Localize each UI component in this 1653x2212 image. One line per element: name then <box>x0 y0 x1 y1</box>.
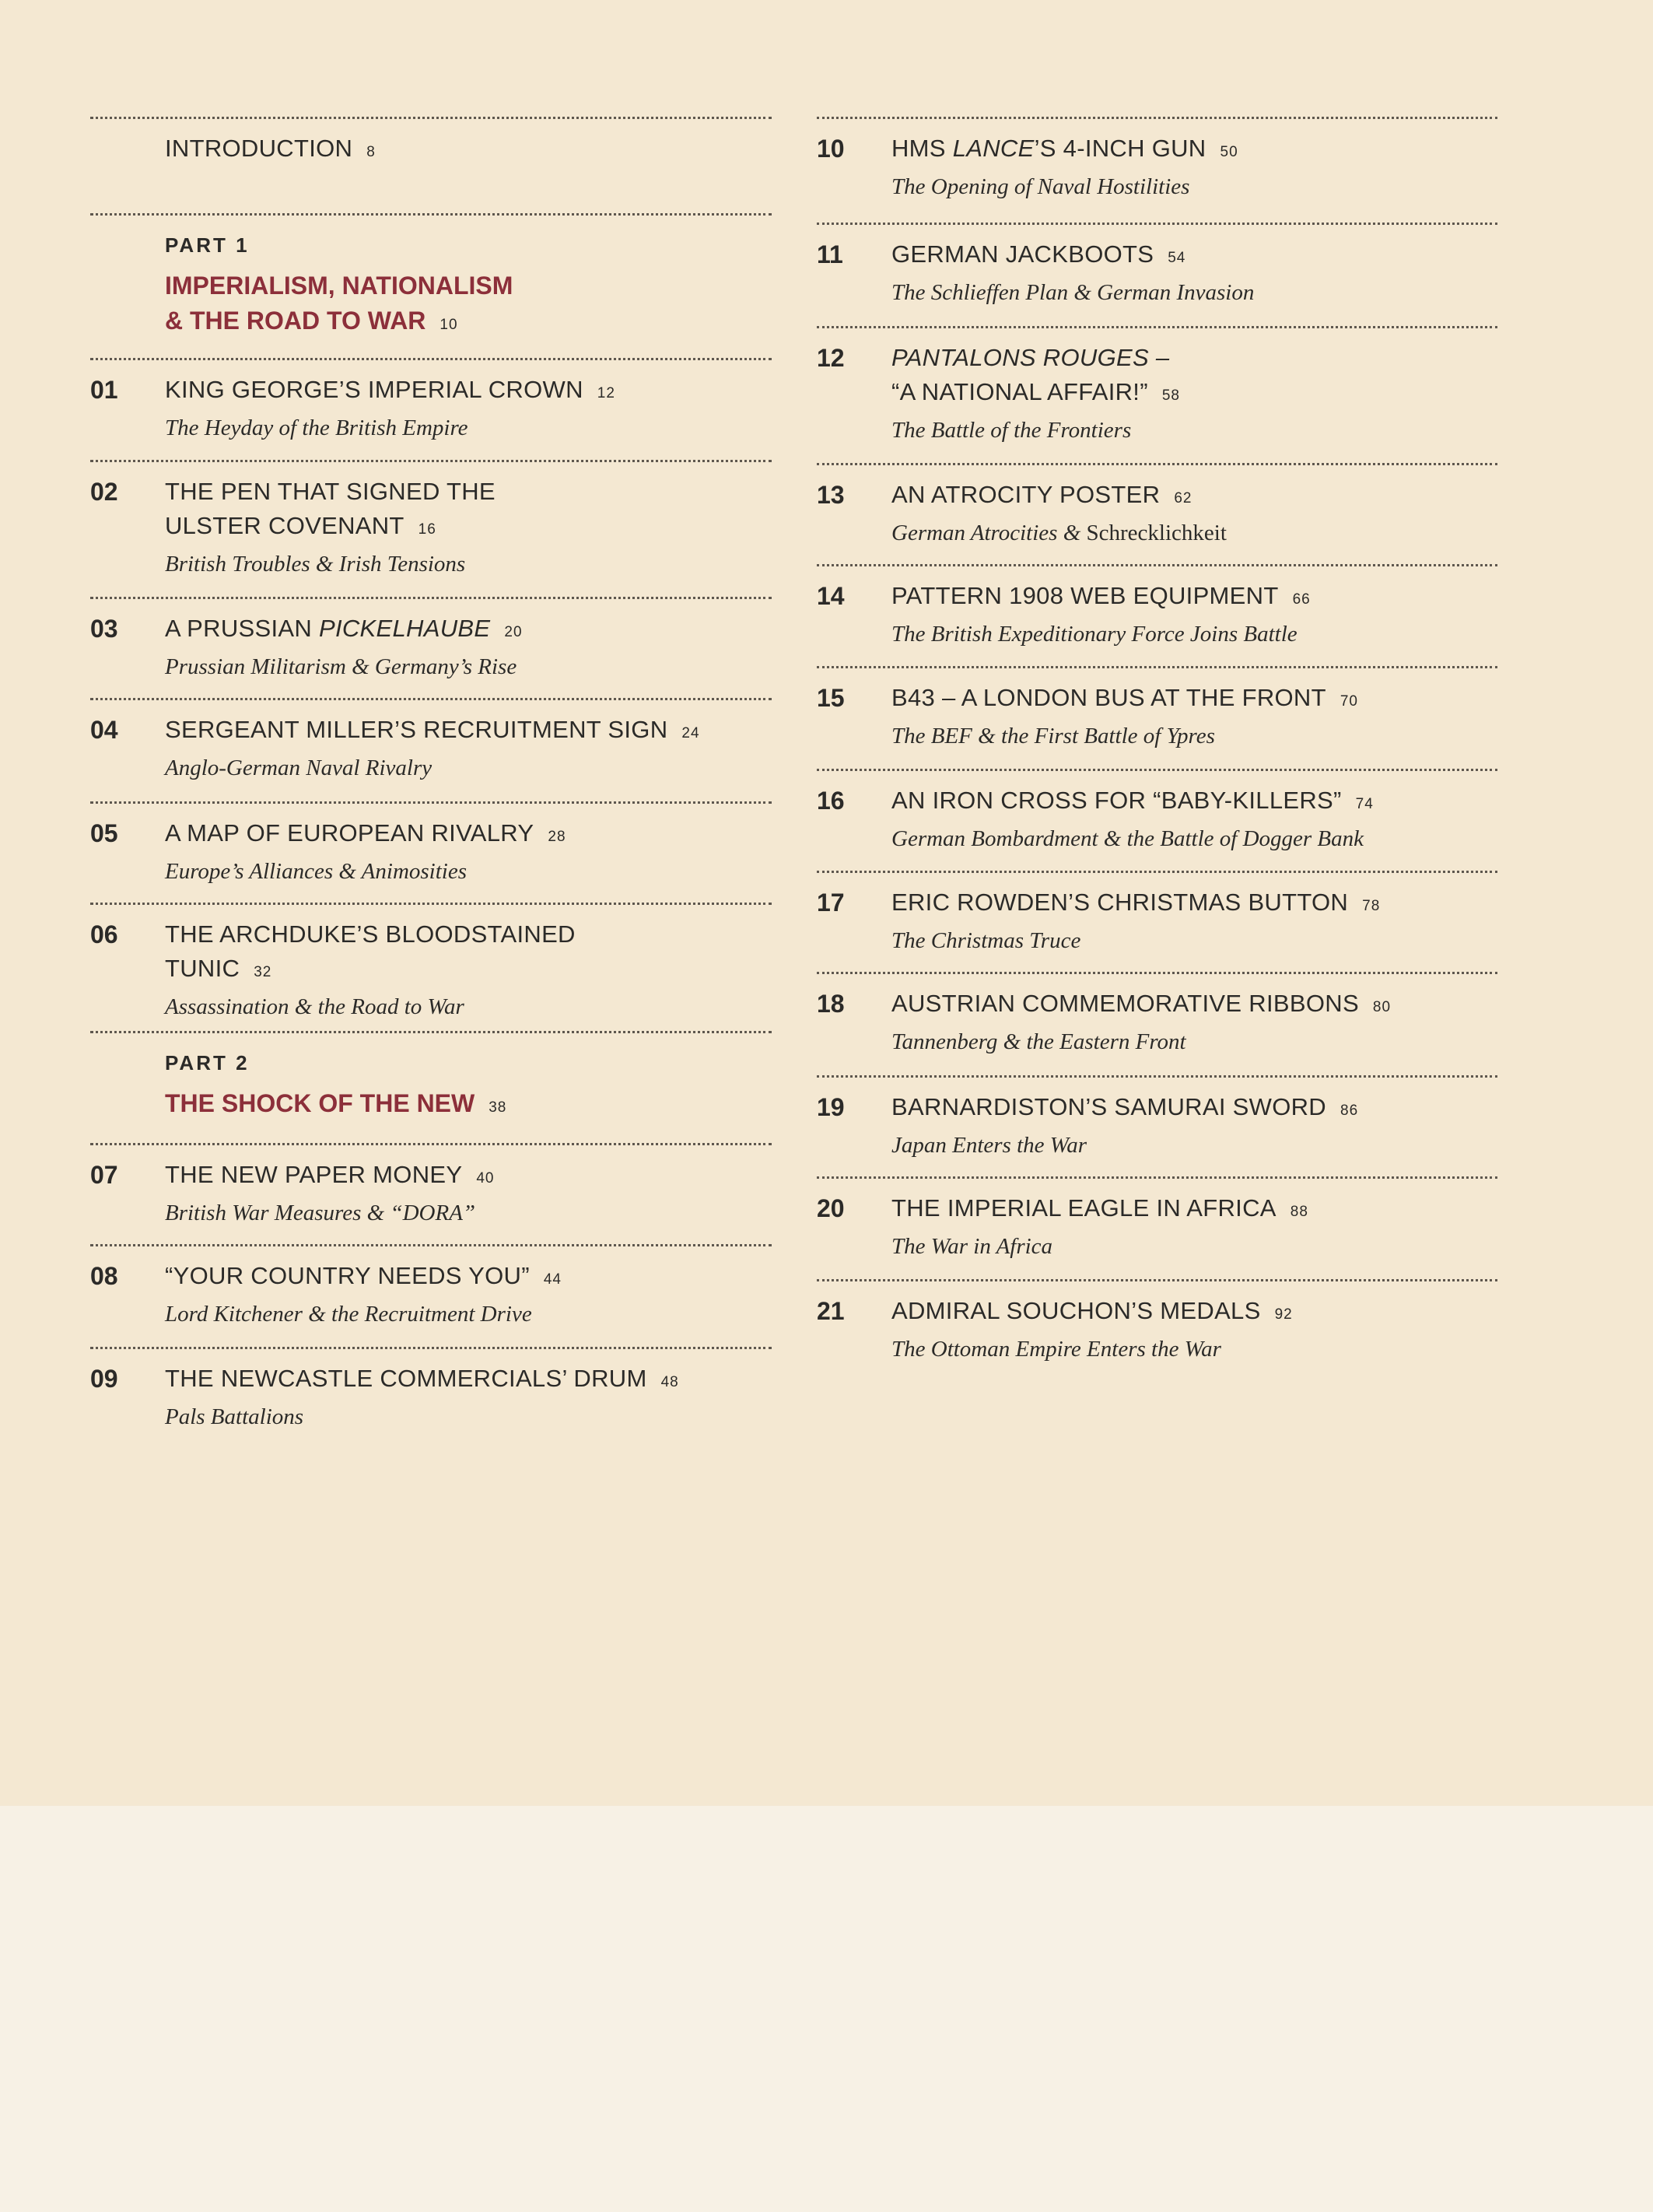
title-text: THE IMPERIAL EAGLE IN AFRICA <box>891 1194 1277 1222</box>
entry-subtitle <box>891 516 1497 550</box>
subtitle-text: The War in Africa <box>891 1234 1053 1259</box>
page-number: 86 <box>1340 1102 1359 1119</box>
entry-subtitle <box>891 413 1497 447</box>
contents-entry[interactable] <box>90 801 772 889</box>
contents-entry[interactable] <box>817 1176 1497 1264</box>
subtitle-text: Prussian Militarism & Germany’s Rise <box>165 654 517 679</box>
entry-title-line <box>165 1259 772 1297</box>
entry-subtitle <box>165 854 772 889</box>
contents-entry[interactable] <box>90 1347 772 1434</box>
title-text: B43 – A LONDON BUS AT THE FRONT <box>891 684 1326 711</box>
subtitle-text: The Christmas Truce <box>891 928 1081 953</box>
title-text: PANTALONS ROUGES – <box>891 344 1170 371</box>
entry-body <box>891 237 1497 310</box>
chapter-number: 05 <box>90 819 118 847</box>
page-number: 16 <box>418 521 436 538</box>
page-number: 70 <box>1340 693 1358 710</box>
contents-entry[interactable] <box>90 903 772 1024</box>
page-number: 10 <box>440 317 458 333</box>
entry-title-line <box>165 952 772 990</box>
entry-row <box>90 816 772 889</box>
entry-subtitle <box>891 1229 1497 1264</box>
subtitle-text: British Troubles & Irish Tensions <box>165 552 466 577</box>
entry-subtitle <box>891 1025 1497 1059</box>
chapter-number: 14 <box>817 582 845 610</box>
entry-title-line <box>891 579 1497 617</box>
entry-title-line <box>165 131 772 170</box>
subtitle-text: The Battle of the Frontiers <box>891 418 1132 443</box>
entry-row <box>90 131 772 170</box>
entry-title-line <box>165 612 772 650</box>
chapter-number: 01 <box>90 376 118 404</box>
title-text: ADMIRAL SOUCHON’S MEDALS <box>891 1297 1261 1324</box>
entry-body <box>891 341 1497 447</box>
page-number: 74 <box>1355 796 1374 812</box>
entry-title-line <box>165 1158 772 1196</box>
entry-body <box>165 1259 772 1331</box>
contents-entry[interactable] <box>817 326 1497 447</box>
entry-body <box>165 917 772 1024</box>
entry-body <box>891 579 1497 651</box>
chapter-number: 06 <box>90 920 118 948</box>
page-number: 80 <box>1372 999 1392 1015</box>
title-text: HMS <box>891 135 953 162</box>
chapter-number: 12 <box>817 344 845 372</box>
page-number: 12 <box>597 385 615 401</box>
chapter-number: 16 <box>817 787 845 815</box>
subtitle-text: The Ottoman Empire Enters the War <box>891 1337 1221 1362</box>
entry-row <box>817 1294 1497 1366</box>
title-text: THE SHOCK OF THE NEW <box>165 1089 475 1117</box>
entry-row <box>817 783 1497 856</box>
chapter-number: 13 <box>817 481 845 509</box>
chapter-number: 07 <box>90 1161 118 1189</box>
page-number: 38 <box>489 1099 507 1116</box>
contents-entry[interactable] <box>817 972 1497 1059</box>
entry-body <box>891 885 1497 958</box>
chapter-number: 04 <box>90 716 118 744</box>
entry-subtitle <box>165 751 772 785</box>
chapter-number: 08 <box>90 1262 118 1290</box>
title-text: PATTERN 1908 WEB EQUIPMENT <box>891 582 1279 609</box>
subtitle-text: Europe’s Alliances & Animosities <box>165 859 468 884</box>
entry-body <box>165 373 772 445</box>
entry-row <box>90 713 772 785</box>
entry-subtitle <box>891 1332 1497 1366</box>
entry-body <box>165 816 772 889</box>
contents-entry[interactable] <box>90 117 772 170</box>
title-text: A PRUSSIAN <box>165 615 319 642</box>
entry-title-line <box>891 478 1497 516</box>
entry-title-line <box>891 885 1497 924</box>
entry-body <box>165 1046 772 1125</box>
subtitle-text: Japan Enters the War <box>891 1133 1087 1158</box>
contents-entry[interactable] <box>817 463 1497 550</box>
entry-title-line <box>891 375 1497 413</box>
title-text: SERGEANT MILLER’S RECRUITMENT SIGN <box>165 716 668 743</box>
chapter-number: 11 <box>817 240 843 268</box>
title-text: LANCE <box>952 135 1035 162</box>
entry-row <box>90 917 772 1024</box>
title-text: AN IRON CROSS FOR “BABY-KILLERS” <box>891 787 1342 814</box>
entry-title-line <box>891 1191 1497 1229</box>
entry-body <box>891 1294 1497 1366</box>
entry-subtitle <box>165 547 772 581</box>
entry-body <box>165 612 772 684</box>
entry-title-line <box>165 816 772 854</box>
entry-title-line <box>165 713 772 751</box>
contents-entry[interactable] <box>90 1244 772 1331</box>
part-heading[interactable] <box>90 1031 772 1125</box>
entry-row <box>817 478 1497 550</box>
entry-title-line <box>165 917 772 952</box>
part-label: PART 1 <box>165 233 250 257</box>
page-number: 40 <box>476 1170 495 1187</box>
entry-row <box>817 1191 1497 1264</box>
subtitle-text: German Bombardment & the Battle of Dogger Bank <box>891 826 1364 851</box>
entry-subtitle <box>165 411 772 445</box>
page-number: 32 <box>254 964 272 980</box>
title-text: KING GEORGE’S IMPERIAL CROWN <box>165 376 583 403</box>
entry-row <box>90 612 772 684</box>
part-heading[interactable] <box>90 213 772 342</box>
entry-title-line <box>891 237 1497 275</box>
contents-entry[interactable] <box>817 1279 1497 1366</box>
subtitle-text: British War Measures & “DORA” <box>165 1201 476 1225</box>
page-number: 44 <box>543 1271 562 1288</box>
title-text: THE NEWCASTLE COMMERCIALS’ DRUM <box>165 1365 647 1392</box>
entry-body <box>891 783 1497 856</box>
entry-subtitle <box>891 275 1497 310</box>
title-text: THE PEN THAT SIGNED THE <box>165 478 496 505</box>
subtitle-text: Lord Kitchener & the Recruitment Drive <box>165 1302 532 1327</box>
contents-entry[interactable] <box>817 564 1497 651</box>
entry-title-line <box>165 268 772 303</box>
subtitle-text: Assassination & the Road to War <box>165 994 464 1019</box>
chapter-number: 09 <box>90 1365 118 1393</box>
page-number: 78 <box>1362 898 1381 914</box>
chapter-number: 15 <box>817 684 845 712</box>
page-number: 62 <box>1174 490 1192 507</box>
entry-body <box>165 475 772 581</box>
subtitle-text: The British Expeditionary Force Joins Battle <box>891 622 1298 647</box>
chapter-number: 02 <box>90 478 118 506</box>
entry-row <box>817 341 1497 447</box>
entry-title-line <box>165 1086 772 1125</box>
contents-entry[interactable] <box>90 1143 772 1230</box>
chapter-number: 17 <box>817 889 845 917</box>
title-text: ’S 4-INCH GUN <box>1034 135 1206 162</box>
subtitle-text: The Opening of Naval Hostilities <box>891 174 1190 199</box>
entry-title-line <box>165 373 772 411</box>
page-number: 8 <box>366 144 376 160</box>
page-number: 58 <box>1161 387 1180 404</box>
subtitle-text: The BEF & the First Battle of Ypres <box>891 724 1215 748</box>
entry-subtitle <box>165 1196 772 1230</box>
chapter-number: 20 <box>817 1194 845 1222</box>
entry-body <box>891 478 1497 550</box>
page-number: 20 <box>504 624 523 640</box>
entry-body <box>165 1362 772 1434</box>
subtitle-text: Schrecklichkeit <box>1086 521 1227 545</box>
entry-title-line <box>891 783 1497 822</box>
entry-row <box>90 1046 772 1125</box>
entry-row <box>817 987 1497 1059</box>
contents-entry[interactable] <box>90 597 772 684</box>
entry-subtitle <box>891 617 1497 651</box>
entry-subtitle <box>165 1297 772 1331</box>
entry-subtitle <box>891 822 1497 856</box>
contents-entry[interactable] <box>90 358 772 445</box>
contents-entry[interactable] <box>90 460 772 581</box>
contents-entry[interactable] <box>817 117 1497 204</box>
title-text: THE NEW PAPER MONEY <box>165 1161 463 1188</box>
entry-row <box>817 1090 1497 1162</box>
part-label: PART 2 <box>165 1051 250 1074</box>
chapter-number <box>90 1046 165 1125</box>
entry-subtitle <box>891 170 1497 204</box>
entry-title-line <box>891 131 1497 170</box>
entry-body <box>891 131 1497 204</box>
title-text: “YOUR COUNTRY NEEDS YOU” <box>165 1262 530 1289</box>
chapter-number: 10 <box>817 135 845 163</box>
subtitle-text: Tannenberg & the Eastern Front <box>891 1029 1186 1054</box>
chapter-number: 03 <box>90 615 118 643</box>
subtitle-text: German Atrocities & <box>891 521 1087 545</box>
page-number: 66 <box>1292 591 1311 608</box>
entry-row <box>90 1259 772 1331</box>
entry-body <box>165 228 772 342</box>
title-text: ULSTER COVENANT <box>165 512 404 539</box>
contents-entry[interactable] <box>817 1075 1497 1162</box>
entry-subtitle <box>891 719 1497 753</box>
subtitle-text: The Heyday of the British Empire <box>165 415 468 440</box>
entry-title-line <box>165 303 772 342</box>
entry-row <box>90 228 772 342</box>
entry-body <box>891 1090 1497 1162</box>
title-text: AN ATROCITY POSTER <box>891 481 1161 508</box>
entry-subtitle <box>165 650 772 684</box>
chapter-number: 21 <box>817 1297 845 1325</box>
chapter-number <box>90 131 165 170</box>
contents-entry[interactable] <box>817 666 1497 753</box>
entry-title-line <box>891 681 1497 719</box>
entry-row <box>817 237 1497 310</box>
page-number: 28 <box>548 829 566 845</box>
entry-body <box>891 1191 1497 1264</box>
contents-entry[interactable] <box>90 698 772 785</box>
title-text: IMPERIALISM, NATIONALISM <box>165 272 513 300</box>
title-text: GERMAN JACKBOOTS <box>891 240 1154 268</box>
chapter-number: 18 <box>817 990 845 1018</box>
entry-row <box>90 475 772 581</box>
entry-title-line <box>891 1090 1497 1128</box>
entry-row <box>817 131 1497 204</box>
entry-row <box>90 1158 772 1230</box>
page-number: 54 <box>1168 250 1186 266</box>
entry-body <box>165 713 772 785</box>
title-text: TUNIC <box>165 955 240 982</box>
page-number: 50 <box>1220 144 1238 160</box>
contents-entry[interactable] <box>817 223 1497 310</box>
contents-entry[interactable] <box>817 769 1497 856</box>
subtitle-text: Pals Battalions <box>165 1404 304 1429</box>
entry-row <box>90 373 772 445</box>
chapter-number: 19 <box>817 1093 845 1121</box>
chapter-number <box>90 228 165 342</box>
entry-row <box>817 885 1497 958</box>
entry-body <box>891 681 1497 753</box>
entry-title-line <box>165 509 772 547</box>
entry-subtitle <box>891 924 1497 958</box>
entry-subtitle <box>165 1400 772 1434</box>
entry-title-line <box>891 1294 1497 1332</box>
entry-title-line <box>165 1362 772 1400</box>
entry-title-line <box>165 475 772 509</box>
subtitle-text: Anglo-German Naval Rivalry <box>165 755 433 780</box>
entry-row <box>817 681 1497 753</box>
title-text: AUSTRIAN COMMEMORATIVE RIBBONS <box>891 990 1359 1017</box>
page-number: 88 <box>1290 1204 1308 1220</box>
page-number: 92 <box>1274 1306 1293 1323</box>
page-number: 24 <box>681 725 700 741</box>
title-text: & THE ROAD TO WAR <box>165 307 426 335</box>
title-text: PICKELHAUBE <box>318 615 491 642</box>
entry-subtitle <box>165 990 772 1024</box>
entry-row <box>90 1362 772 1434</box>
entry-body <box>891 987 1497 1059</box>
entry-title-line <box>891 987 1497 1025</box>
title-text: ERIC ROWDEN’S CHRISTMAS BUTTON <box>891 889 1349 916</box>
entry-title-line <box>891 341 1497 375</box>
page-number: 48 <box>660 1374 679 1390</box>
title-text: A MAP OF EUROPEAN RIVALRY <box>165 819 534 847</box>
title-text: INTRODUCTION <box>165 135 353 162</box>
title-text: BARNARDISTON’S SAMURAI SWORD <box>891 1093 1326 1120</box>
entry-row <box>817 579 1497 651</box>
contents-entry[interactable] <box>817 871 1497 958</box>
entry-body <box>165 1158 772 1230</box>
entry-body <box>165 131 772 170</box>
title-text: THE ARCHDUKE’S BLOODSTAINED <box>165 920 576 948</box>
subtitle-text: The Schlieffen Plan & German Invasion <box>891 280 1255 305</box>
title-text: “A NATIONAL AFFAIR!” <box>891 378 1148 405</box>
entry-subtitle <box>891 1128 1497 1162</box>
